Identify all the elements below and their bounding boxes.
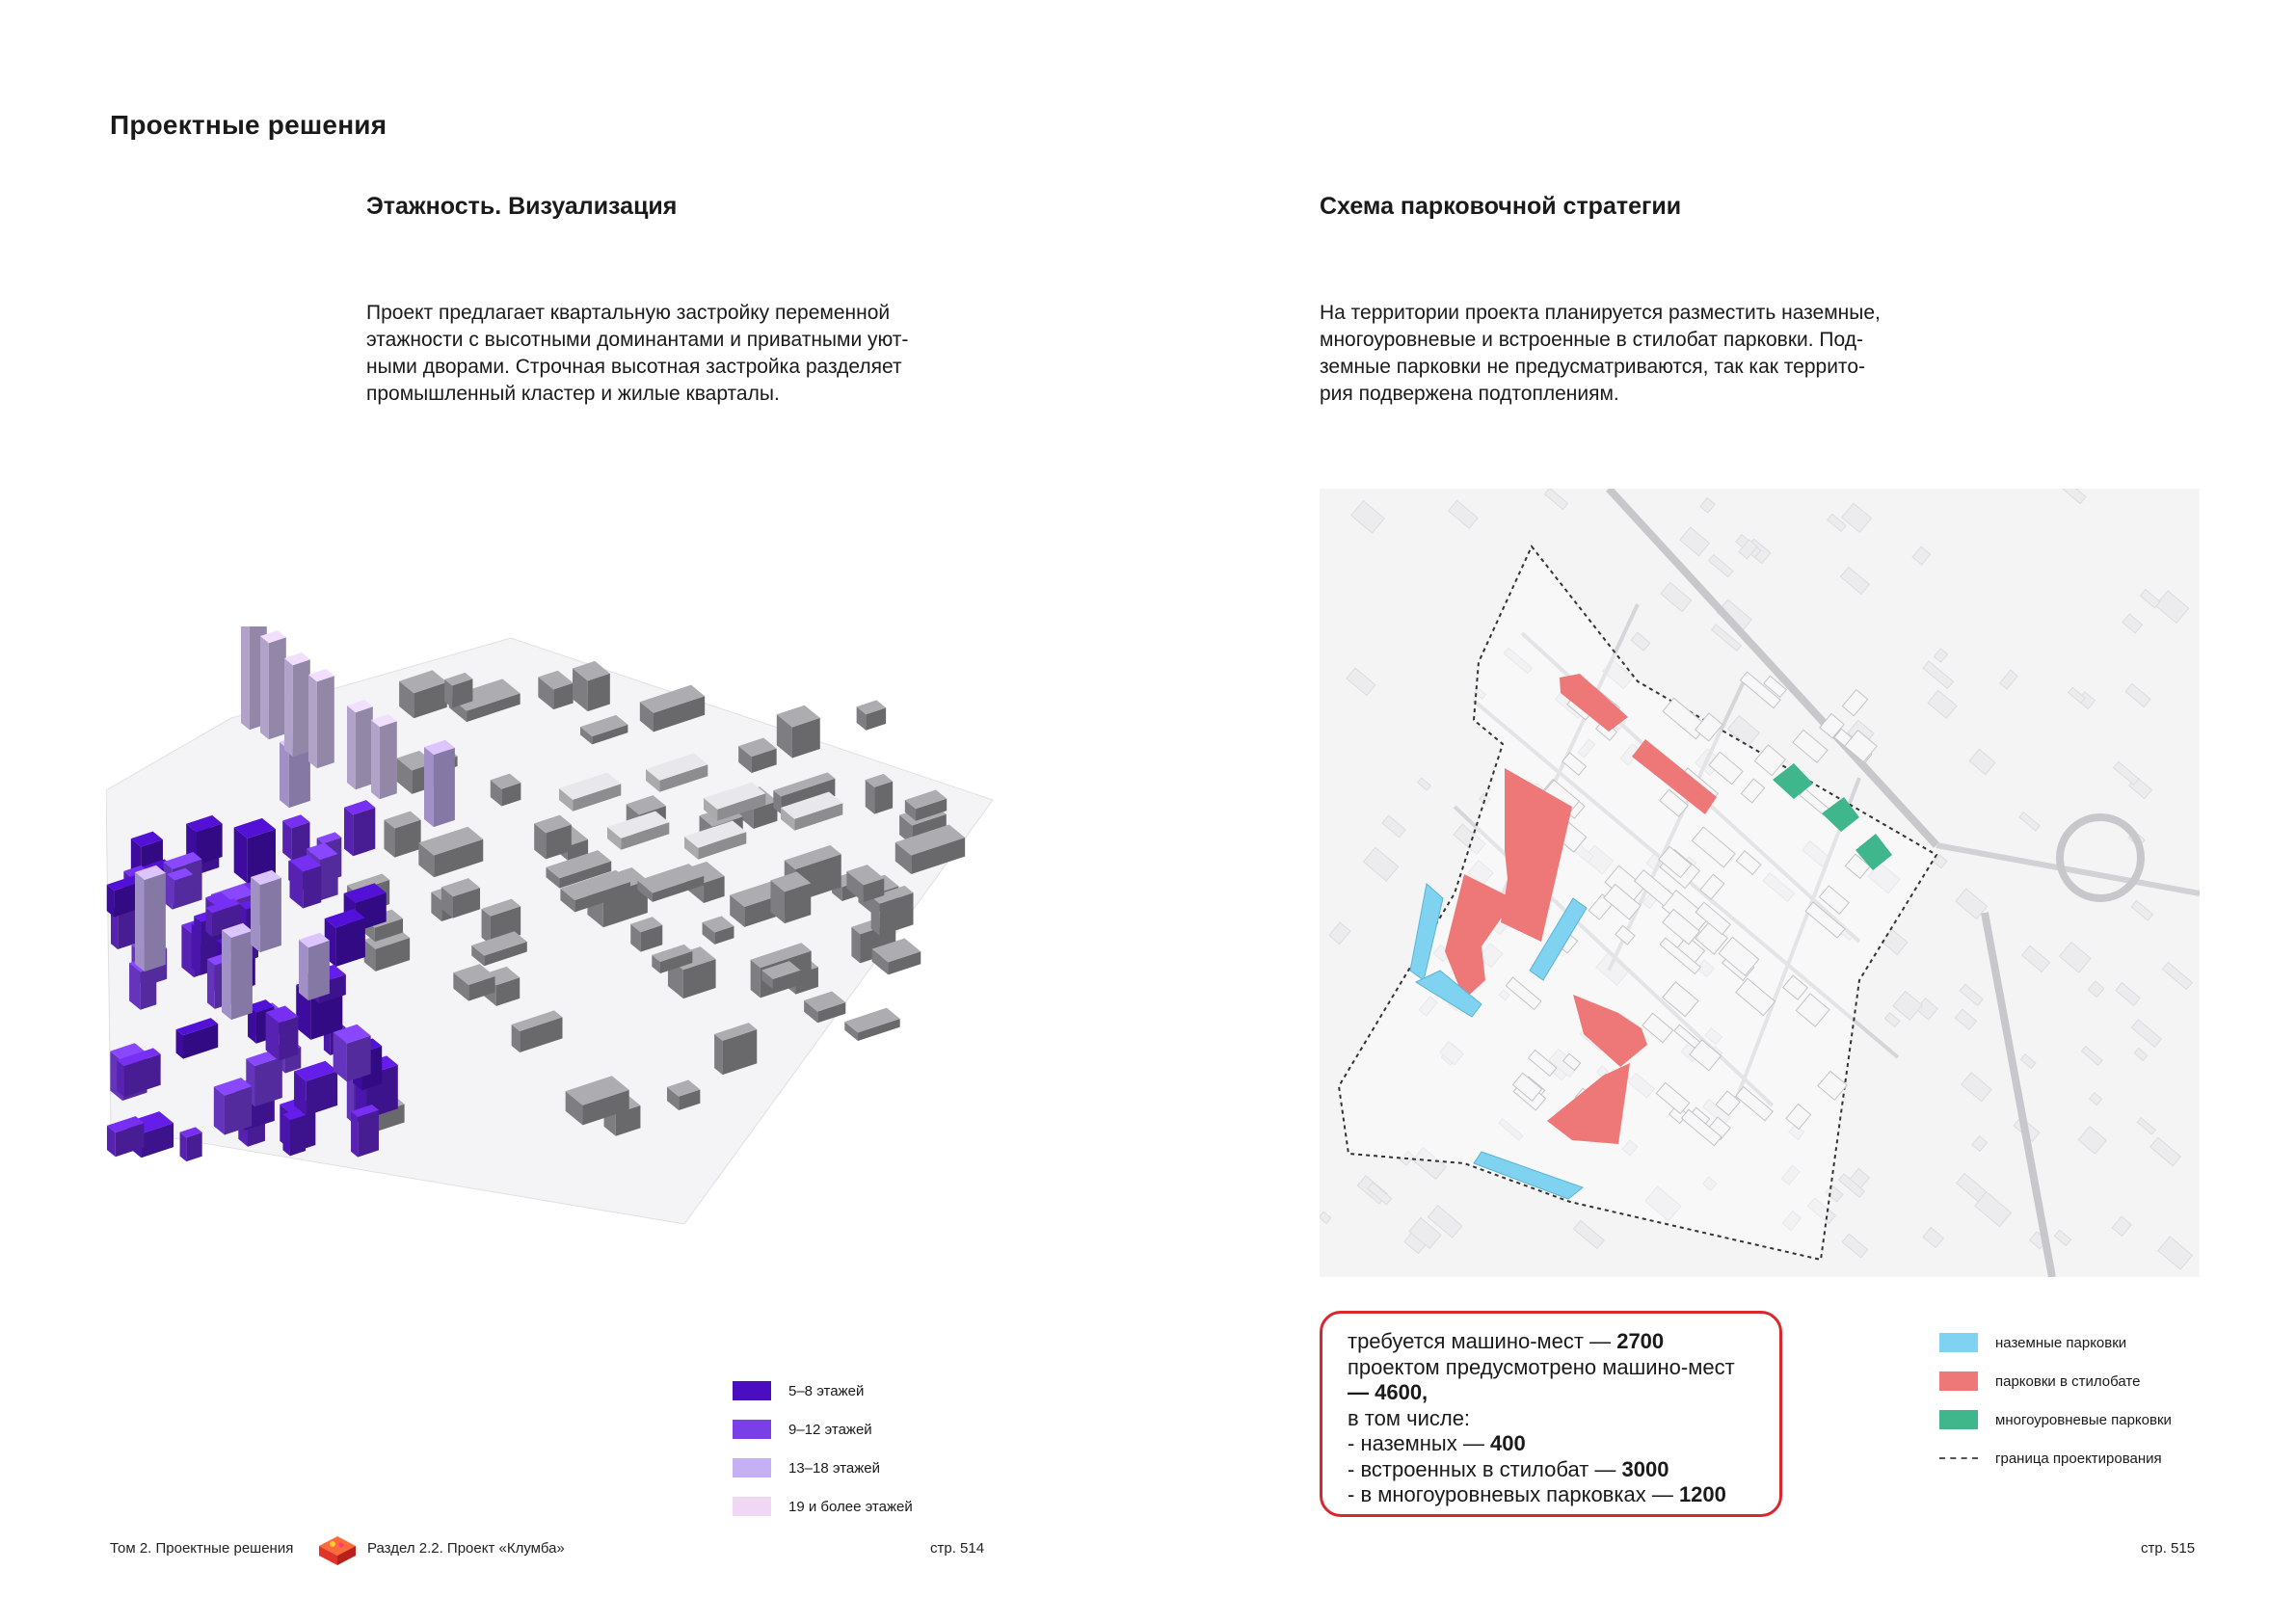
summary-required: требуется машино-мест — 2700: [1348, 1329, 1665, 1353]
legend-swatch: [1939, 1371, 1978, 1391]
section-title: Проектные решения: [110, 110, 387, 140]
footer-volume: Том 2. Проектные решения: [110, 1540, 294, 1557]
tower-building: [284, 652, 310, 757]
tower-building: [371, 714, 397, 799]
residential-building: [334, 1025, 371, 1082]
tower-building: [260, 630, 286, 739]
legend-swatch: [733, 1458, 771, 1478]
parking-title: Схема парковочной стратегии: [1320, 193, 1682, 220]
legend-label: 19 и более этажей: [788, 1498, 913, 1515]
legend-swatch: [733, 1497, 771, 1516]
legend-item-stylobate: [1939, 1362, 2172, 1400]
tower-building: [424, 740, 455, 827]
legend-label: многоуровневые парковки: [1995, 1411, 2172, 1428]
footer-page-right: стр. 515: [2141, 1540, 2196, 1557]
legend-label: парковки в стилобате: [1995, 1372, 2141, 1390]
legend-item-13-18: [733, 1453, 913, 1482]
legend-item-5-8: [733, 1376, 913, 1405]
grey-building: [857, 700, 886, 730]
legend-item-boundary: [1939, 1439, 2172, 1478]
residential-building: [344, 800, 375, 856]
parking-paragraph: На территории проекта планируется разместить наземные, многоуровневые и встроенные в стилобат парковки. Под- земные парковки не предусматриваются, так как террито- рия подвержена подтоплениям.: [1320, 302, 1881, 405]
legend-label: наземные парковки: [1995, 1334, 2127, 1351]
tower-building: [299, 933, 330, 1000]
grey-building: [844, 1008, 899, 1041]
summary-provided-value: — 4600,: [1348, 1380, 1428, 1404]
residential-building: [282, 1109, 306, 1157]
summary-including: в том числе:: [1348, 1405, 1471, 1430]
tower-building: [347, 700, 373, 789]
residential-building: [180, 1127, 202, 1161]
residential-building: [266, 1005, 299, 1060]
residential-building: [214, 1078, 252, 1134]
residential-building: [282, 814, 309, 860]
legend-item-19-plus: [733, 1492, 913, 1521]
tower-building: [222, 923, 253, 1020]
footer-section: Раздел 2.2. Проект «Клумба»: [367, 1540, 565, 1557]
parking-map: [1320, 489, 2200, 1277]
summary-provided: проектом предусмотрено машино-мест: [1348, 1354, 1735, 1379]
grey-building: [777, 706, 820, 759]
grey-building: [770, 871, 811, 923]
parking-summary-box: [1320, 1311, 1782, 1517]
residential-building: [351, 1105, 379, 1158]
legend-label: граница проектирования: [1995, 1450, 2162, 1467]
grey-building: [866, 774, 893, 814]
flowerbed-logo-icon: [315, 1532, 360, 1567]
legend-label: 13–18 этажей: [788, 1459, 881, 1477]
grey-building: [534, 815, 572, 860]
grey-building: [384, 812, 420, 858]
residential-building: [167, 868, 193, 906]
residential-building: [325, 909, 365, 967]
summary-stylobate: - встроенных в стилобат — 3000: [1348, 1456, 1669, 1481]
footer-page-left: стр. 514: [930, 1540, 985, 1557]
floors-title: Этажность. Визуализация: [366, 193, 678, 220]
legend-label: 9–12 этажей: [788, 1421, 872, 1438]
legend-dash: [1939, 1457, 1978, 1459]
legend-swatch: [733, 1420, 771, 1439]
legend-item-9-12: [733, 1415, 913, 1444]
legend-swatch: [1939, 1333, 1978, 1352]
legend-label: 5–8 этажей: [788, 1382, 865, 1399]
residential-building: [294, 1061, 337, 1116]
floors-visualization: [106, 626, 1002, 1243]
tower-building: [308, 669, 334, 768]
legend-item-ground: [1939, 1323, 2172, 1362]
floors-legend: [733, 1376, 913, 1521]
tower-building: [135, 865, 166, 972]
legend-swatch: [733, 1381, 771, 1400]
legend-swatch: [1939, 1410, 1978, 1429]
parking-legend: [1939, 1323, 2172, 1478]
legend-item-multilevel: [1939, 1400, 2172, 1439]
residential-building: [290, 855, 322, 909]
summary-multilevel: - в многоуровневых парковках — 1200: [1348, 1482, 1726, 1506]
summary-ground: - наземных — 400: [1348, 1431, 1526, 1455]
floors-paragraph: Проект предлагает квартальную застройку переменной этажности с высотными доминантами и приватными уют- ными дворами. Строчная высотная застройка разделяет промышленный кластер и жилые кварталы.: [366, 302, 909, 405]
tower-building: [251, 870, 281, 952]
